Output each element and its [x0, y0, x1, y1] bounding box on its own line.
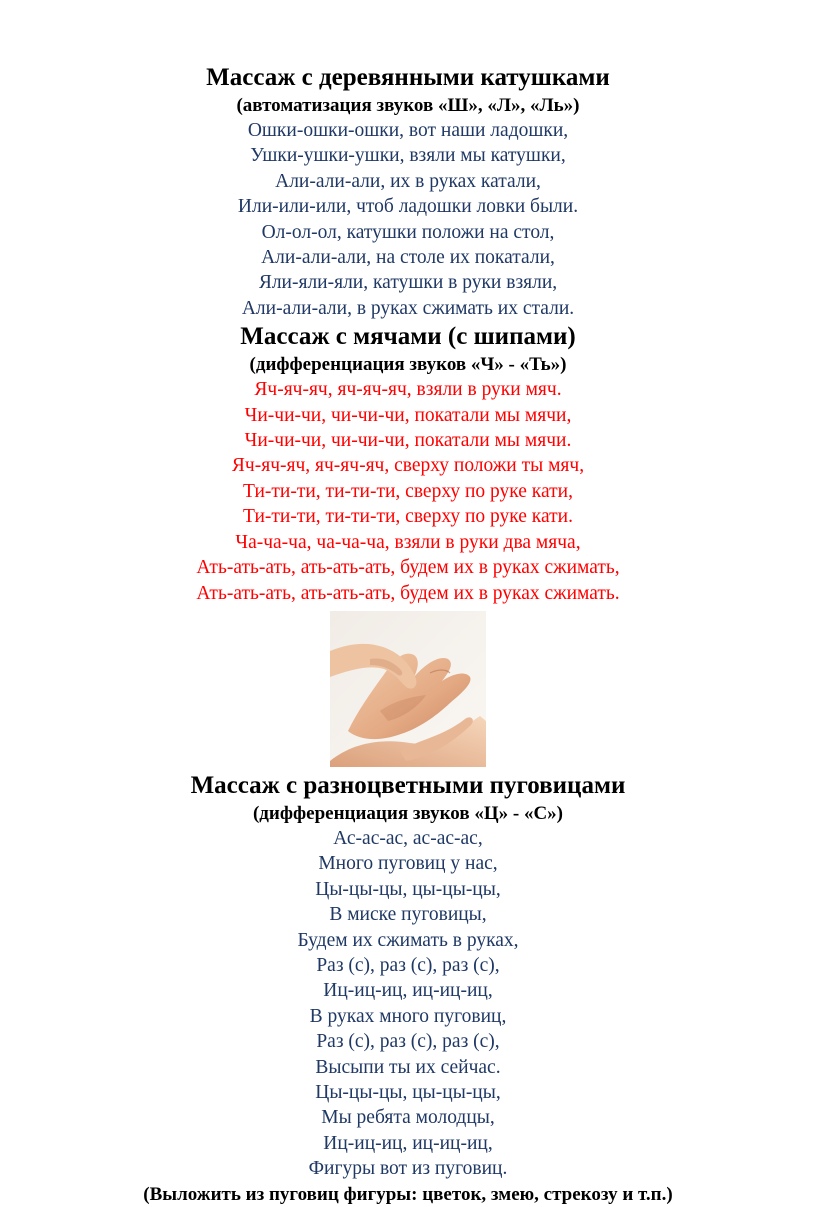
section1-subtitle: (автоматизация звуков «Ш», «Л», «Ль») — [236, 95, 580, 116]
photo-container — [0, 611, 816, 767]
section3-title: Массаж с разноцветными пуговицами — [190, 771, 626, 799]
poem-line: Али-али-али, их в руках катали, — [275, 170, 541, 192]
poem-line: В миске пуговицы, — [329, 904, 487, 926]
poem-line: Раз (с), раз (с), раз (с), — [316, 1031, 500, 1053]
section3-poem — [0, 826, 816, 1182]
poem-line: Мы ребята молодцы, — [321, 1107, 495, 1129]
poem-line: Высыпи ты их сейчас. — [315, 1056, 501, 1078]
poem-line: Ти-ти-ти, ти-ти-ти, сверху по руке кати, — [243, 480, 573, 502]
poem-line: В руках много пуговиц, — [309, 1005, 507, 1027]
poem-line: Ти-ти-ти, ти-ти-ти, сверху по руке кати. — [243, 506, 573, 528]
section2-title: Массаж с мячами (с шипами) — [240, 323, 576, 351]
poem-line: Али-али-али, в руках сжимать их стали. — [241, 297, 575, 319]
poem-line: Яч-яч-яч, яч-яч-яч, сверху положи ты мяч, — [231, 455, 585, 477]
poem-line: Будем их сжимать в руках, — [297, 929, 519, 951]
section2-subtitle: (дифференциация звуков «Ч» - «Ть») — [249, 354, 567, 376]
poem-line: Иц-иц-иц, иц-иц-иц, — [323, 1132, 493, 1154]
poem-line: Много пуговиц у нас, — [318, 853, 498, 875]
poem-line: Чи-чи-чи, чи-чи-чи, покатали мы мячи. — [244, 430, 572, 452]
section1-title: Массаж с деревянными катушками — [206, 64, 610, 91]
poem-line: Яч-яч-яч, яч-яч-яч, взяли в руки мяч. — [254, 379, 562, 401]
section3-subtitle: (дифференциация звуков «Ц» - «С») — [252, 802, 563, 824]
poem-line: Али-али-али, на столе их покатали, — [261, 247, 555, 269]
poem-line: Иц-иц-иц, иц-иц-иц, — [323, 980, 493, 1002]
poem-line: Ать-ать-ать, ать-ать-ать, будем их в руках сжимать. — [196, 582, 620, 604]
poem-line: Ошки-ошки-ошки, вот наши ладошки, — [247, 120, 569, 141]
section1-poem — [0, 118, 816, 321]
poem-line: Ча-ча-ча, ча-ча-ча, взяли в руки два мяча, — [235, 531, 581, 553]
poem-line: Цы-цы-цы, цы-цы-цы, — [315, 1081, 501, 1103]
poem-line: Ушки-ушки-ушки, взяли мы катушки, — [250, 145, 566, 167]
poem-line: Чи-чи-чи, чи-чи-чи, покатали мы мячи, — [244, 404, 572, 426]
poem-line: Цы-цы-цы, цы-цы-цы, — [315, 878, 501, 900]
poem-line: Ол-ол-ол, катушки положи на стол, — [261, 221, 555, 243]
poem-line: Раз (с), раз (с), раз (с), — [316, 954, 500, 976]
poem-line: Ать-ать-ать, ать-ать-ать, будем их в руках сжимать, — [196, 557, 620, 579]
section3-note: (Выложить из пуговиц фигуры: цветок, змею, стрекозу и т.п.) — [143, 1183, 673, 1205]
document-page — [0, 62, 816, 1207]
poem-line: Яли-яли-яли, катушки в руки взяли, — [258, 272, 558, 294]
poem-line: Фигуры вот из пуговиц. — [308, 1158, 508, 1180]
poem-line: Или-или-или, чтоб ладошки ловки были. — [237, 196, 579, 218]
hands-massage-photo — [330, 611, 486, 767]
section2-poem — [0, 377, 816, 606]
poem-line: Ас-ас-ас, ас-ас-ас, — [333, 827, 483, 849]
